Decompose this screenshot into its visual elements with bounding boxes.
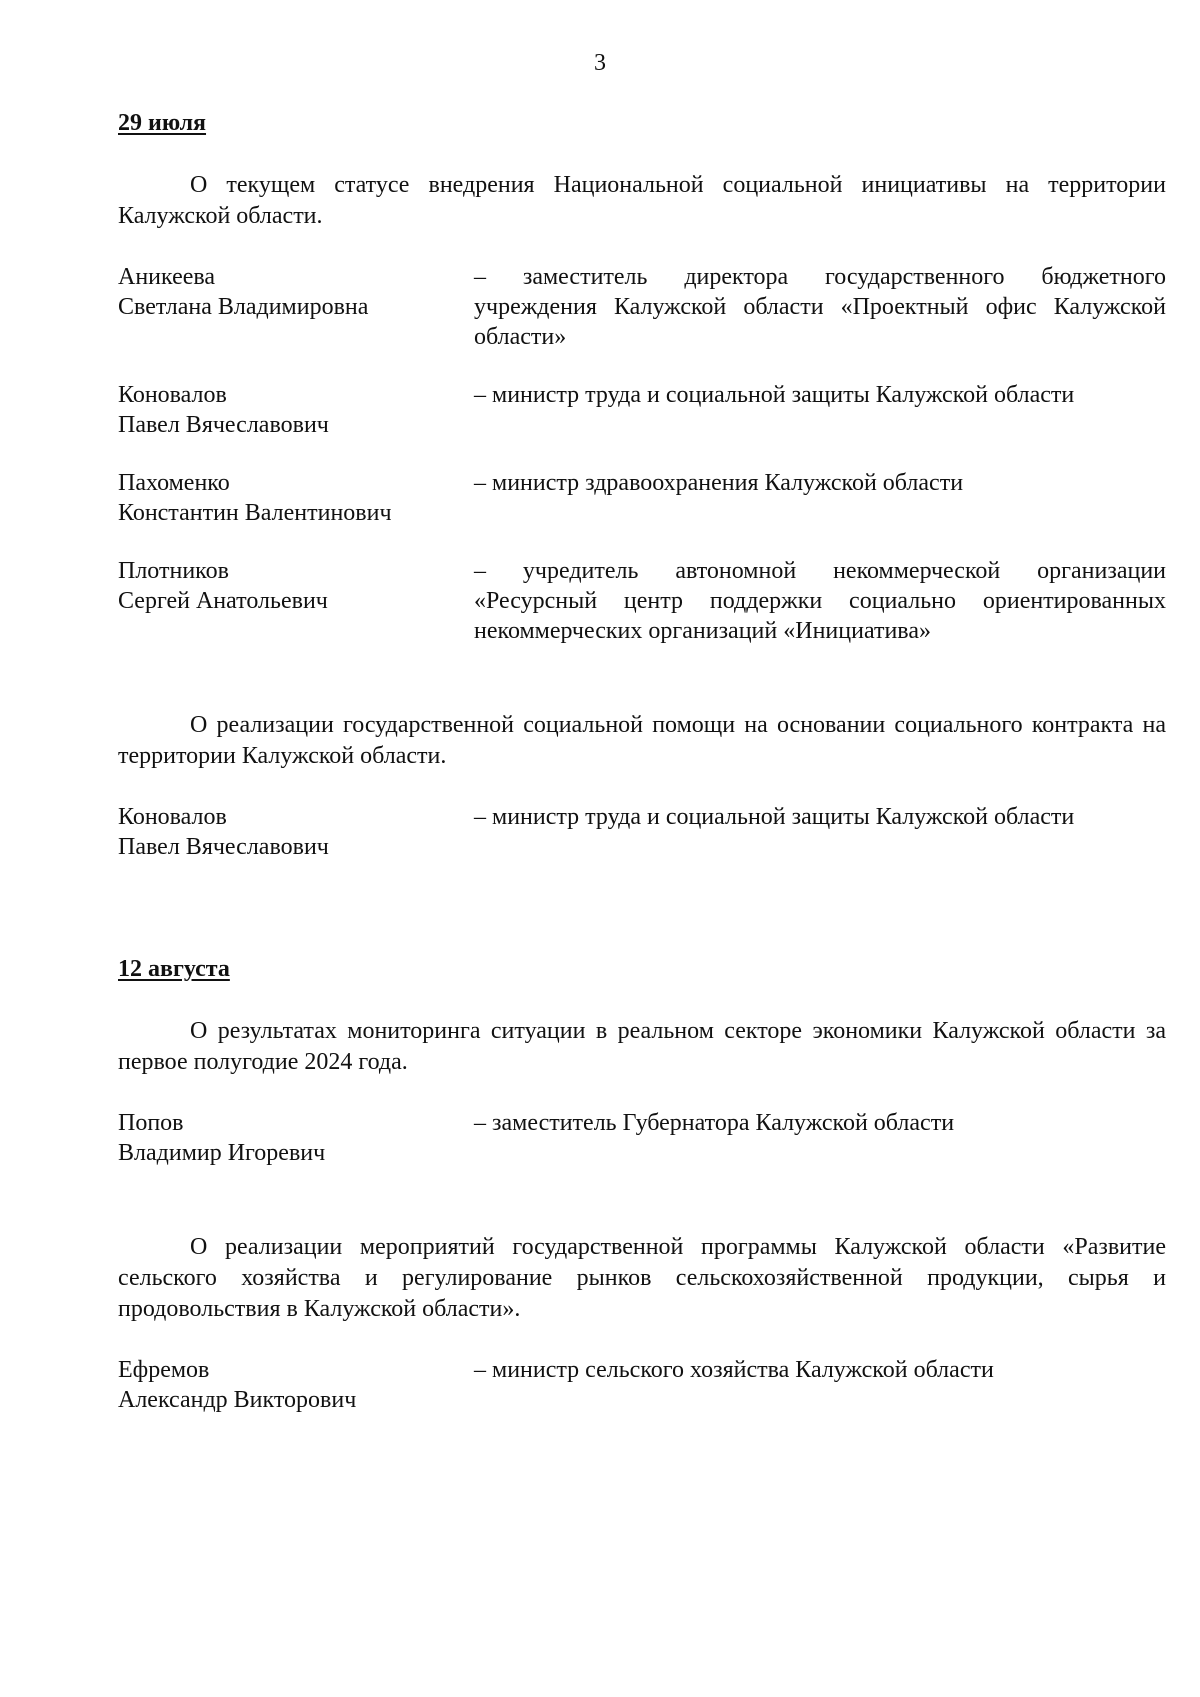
speaker-surname: Ефремов [118,1357,210,1383]
page-number: 3 [594,50,606,76]
section-date: 12 августа [118,956,230,982]
speaker-entry [118,380,1166,440]
speaker-entry [118,802,1166,862]
spacer [118,1196,1166,1232]
section-july-29 [118,108,1166,890]
speaker-entry [118,468,1166,528]
speaker-name [118,468,474,528]
speaker-role: – учредитель автономной некоммерческой организации «Ресурсный центр поддержки социально ориентированных некоммерческих организаций «Инициатива» [474,558,1166,644]
speaker-given-names: Сергей Анатольевич [118,588,328,614]
topic-text: О результатах мониторинга ситуации в реальном секторе экономики Калужской области за первое полугодие 2024 года. [118,1018,1166,1075]
speaker-surname: Коновалов [118,382,227,408]
speaker-entry [118,262,1166,352]
speaker-entry [118,556,1166,646]
speaker-role: – министр здравоохранения Калужской области [474,470,964,496]
topic-text: О текущем статусе внедрения Национальной социальной инициативы на территории Калужской области. [118,172,1166,229]
speaker-entry [118,1108,1166,1168]
speaker-role: – заместитель директора государственного бюджетного учреждения Калужской области «Проектный офис Калужской области» [474,264,1166,350]
speaker-given-names: Константин Валентинович [118,500,392,526]
speaker-given-names: Светлана Владимировна [118,294,369,320]
speaker-name [118,262,474,322]
speaker-surname: Аникеева [118,264,216,290]
speaker-name [118,556,474,616]
spacer [118,674,1166,710]
speaker-role: – министр труда и социальной защиты Калужской области [474,382,1075,408]
speaker-role: – министр сельского хозяйства Калужской области [474,1357,994,1383]
speaker-name [118,380,474,440]
topic-text: О реализации государственной социальной помощи на основании социального контракта на территории Калужской области. [118,712,1166,769]
speaker-given-names: Владимир Игоревич [118,1140,326,1166]
speaker-given-names: Павел Вячеславович [118,412,329,438]
section-august-12 [118,954,1166,1443]
speaker-role: – заместитель Губернатора Калужской области [474,1110,955,1136]
speaker-name [118,1355,474,1415]
speaker-entry [118,1355,1166,1415]
speaker-surname: Попов [118,1110,184,1136]
speaker-given-names: Павел Вячеславович [118,834,329,860]
speaker-name [118,1108,474,1168]
section-date: 29 июля [118,110,207,136]
speaker-surname: Коновалов [118,804,227,830]
speaker-surname: Пахоменко [118,470,230,496]
topic-text: О реализации мероприятий государственной программы Калужской области «Развитие сельского хозяйства и регулирование рынков сельскохозяйственной продукции, сырья и продовольствия в Калужской области». [118,1234,1166,1322]
speaker-name [118,802,474,862]
speaker-given-names: Александр Викторович [118,1387,357,1413]
speaker-surname: Плотников [118,558,229,584]
speaker-role: – министр труда и социальной защиты Калужской области [474,804,1075,830]
